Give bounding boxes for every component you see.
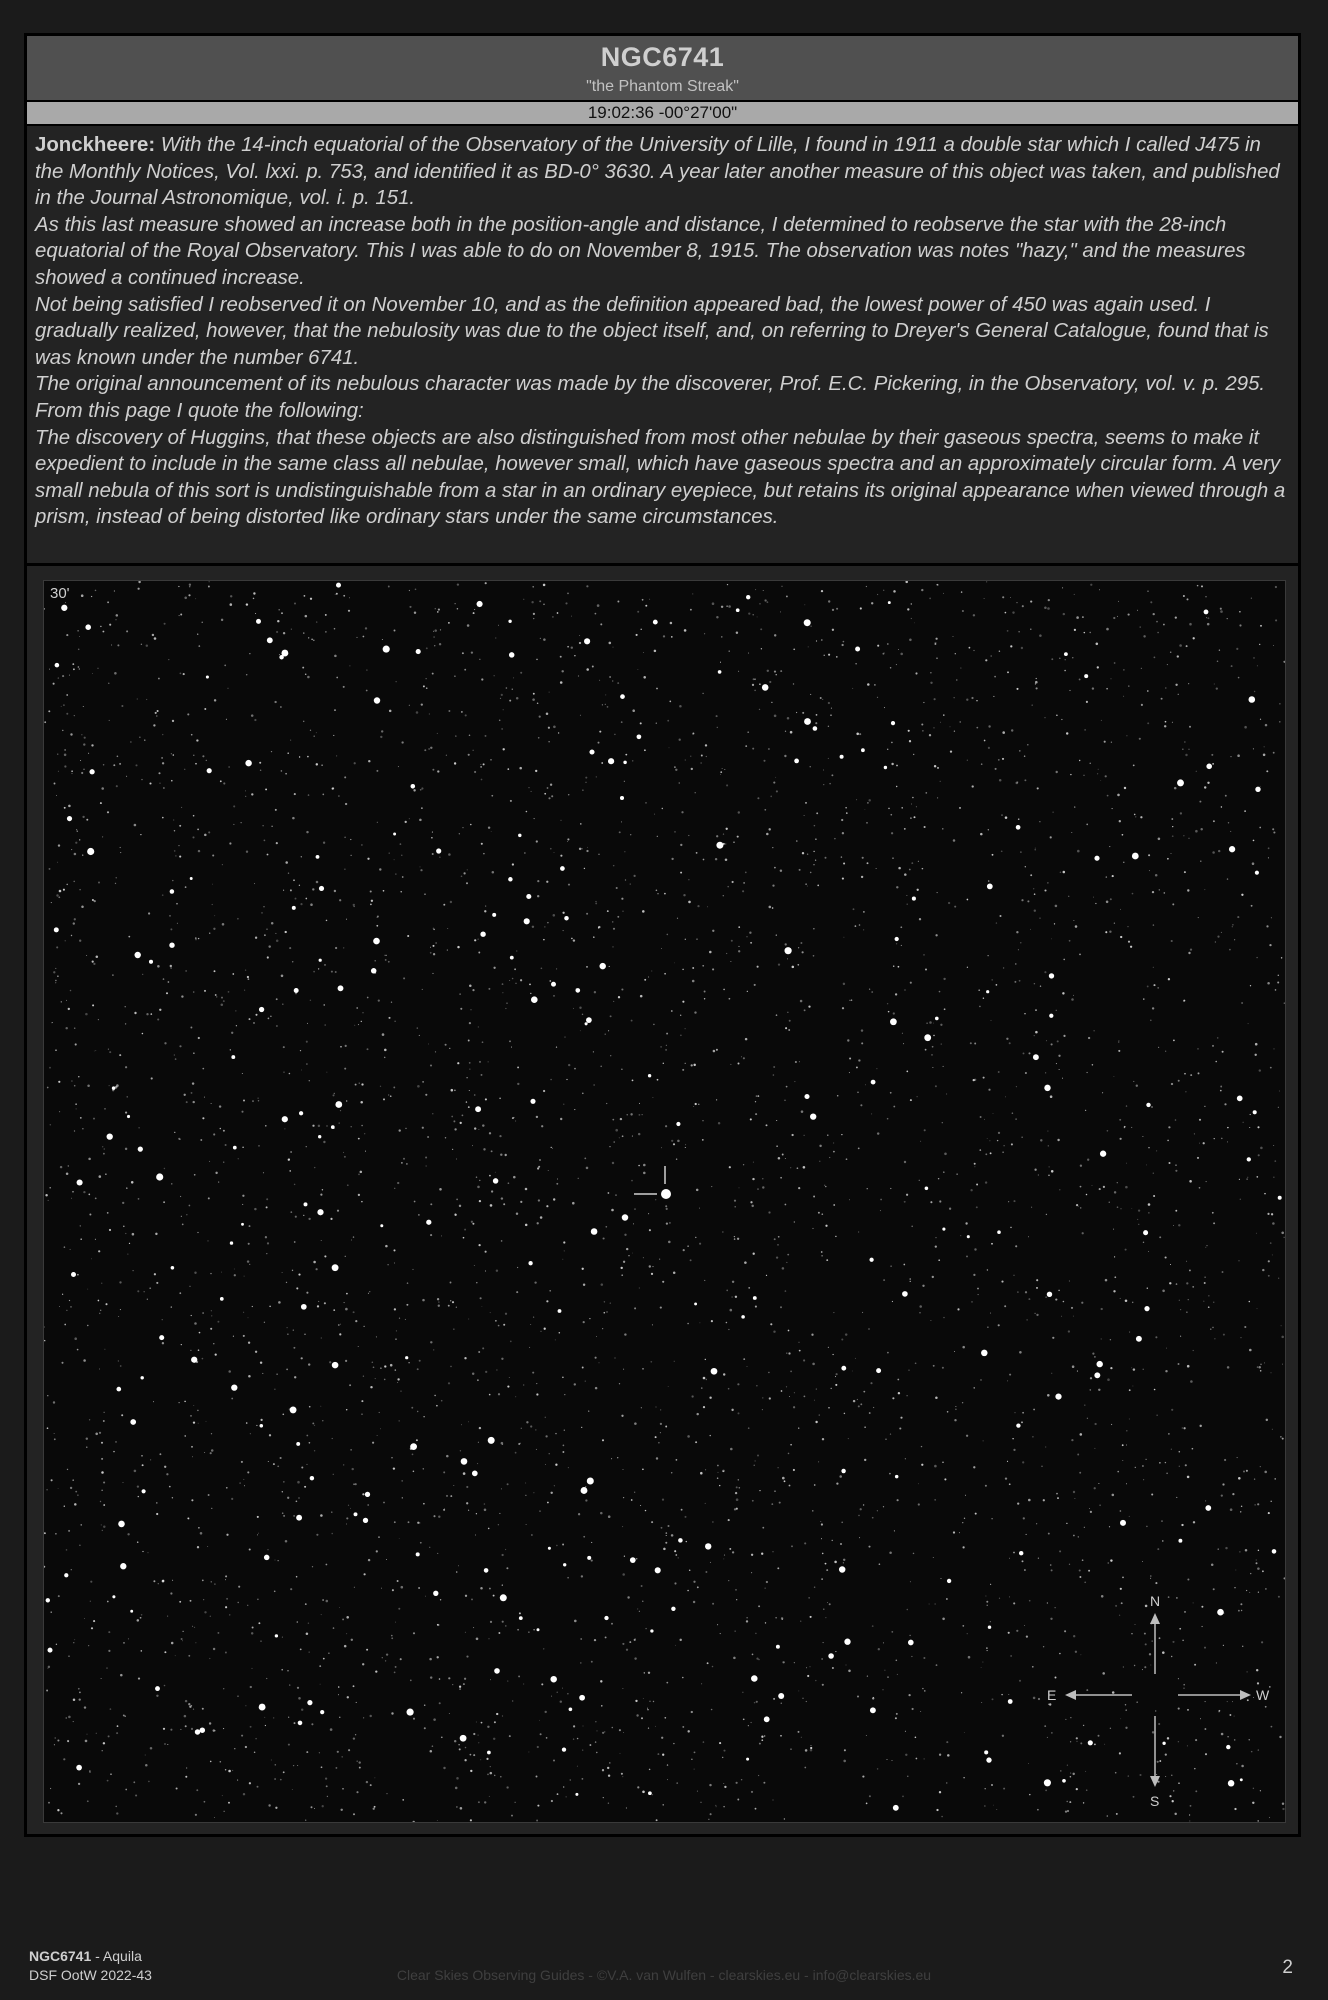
section-divider (27, 563, 1298, 566)
guide-panel (24, 33, 1301, 1837)
footer-series: DSF OotW 2022-43 (29, 1967, 152, 1983)
description-paragraph: The discovery of Huggins, that these objects are also distinguished from most other nebulae by their gaseous spectra, seems to make it expedient to include in the same class all nebulae, however small, which have gaseous spectra and an approximately circular form. A very small nebula of this sort is undistinguishable from a star in an ordinary eyepiece, but retains its original appearance when viewed through a prism, instead of being distorted like ordinary stars under the same circumstances. (35, 426, 1286, 529)
star-field (44, 581, 1285, 1822)
footer-credits: Clear Skies Observing Guides - ©V.A. van Wulfen - clearskies.eu - info@clearskies.eu (396, 1967, 932, 1983)
star-field-image (43, 580, 1286, 1823)
description-paragraph: Not being satisfied I reobserved it on November 10, and as the definition appeared bad, the lowest power of 450 was again used. I gradually realized, however, that the nebulosity was due to the object itself, and, on referring to Dreyer's General Catalogue, found that is was known under the number 6741. (35, 293, 1269, 369)
compass-south-label: S (1150, 1793, 1160, 1809)
compass-north-label: N (1150, 1593, 1161, 1609)
page-number: 2 (1282, 1957, 1293, 1978)
title-bar (27, 36, 1298, 102)
author-name: Jonckheere (35, 134, 149, 156)
object-nickname: "the Phantom Streak" (586, 78, 739, 95)
object-title: NGC6741 (600, 42, 725, 72)
field-of-view-label: 30' (50, 585, 70, 602)
paragraph-text: With the 14-inch equatorial of the Observatory of the University of Lille, I found in 1911 a double star which I called J475 in the Monthly Notices, Vol. lxxi. p. 753, and identified it as BD-0° 3630. A year later another measure of this object was taken, and published in the Journal Astronomique, vol. i. p. 151. (35, 134, 1280, 210)
nebula-marker (661, 1189, 671, 1199)
compass-west-label: W (1256, 1687, 1270, 1703)
description-text (35, 132, 1293, 531)
footer-object-name: NGC6741 (29, 1948, 92, 1964)
footer-constellation: - Aquila (91, 1948, 142, 1964)
footer-object-line (29, 1947, 152, 1966)
compass-east-label: E (1047, 1687, 1057, 1703)
coordinates-bar: 19:02:36 -00°27'00" (27, 102, 1298, 126)
description-paragraph: As this last measure showed an increase both in the position-angle and distance, I determined to reobserve the star with the 28-inch equatorial of the Royal Observatory. This I was able to do on November 8, 1915. The observation was notes "hazy," and the measures showed a continued increase. (35, 213, 1246, 289)
description-paragraph (35, 132, 1293, 212)
author-separator: : (148, 134, 156, 156)
description-paragraph: The original announcement of its nebulous character was made by the discoverer, Prof. E.C. Pickering, in the Observatory, vol. v. p. 295. From this page I quote the following: (35, 373, 1266, 422)
